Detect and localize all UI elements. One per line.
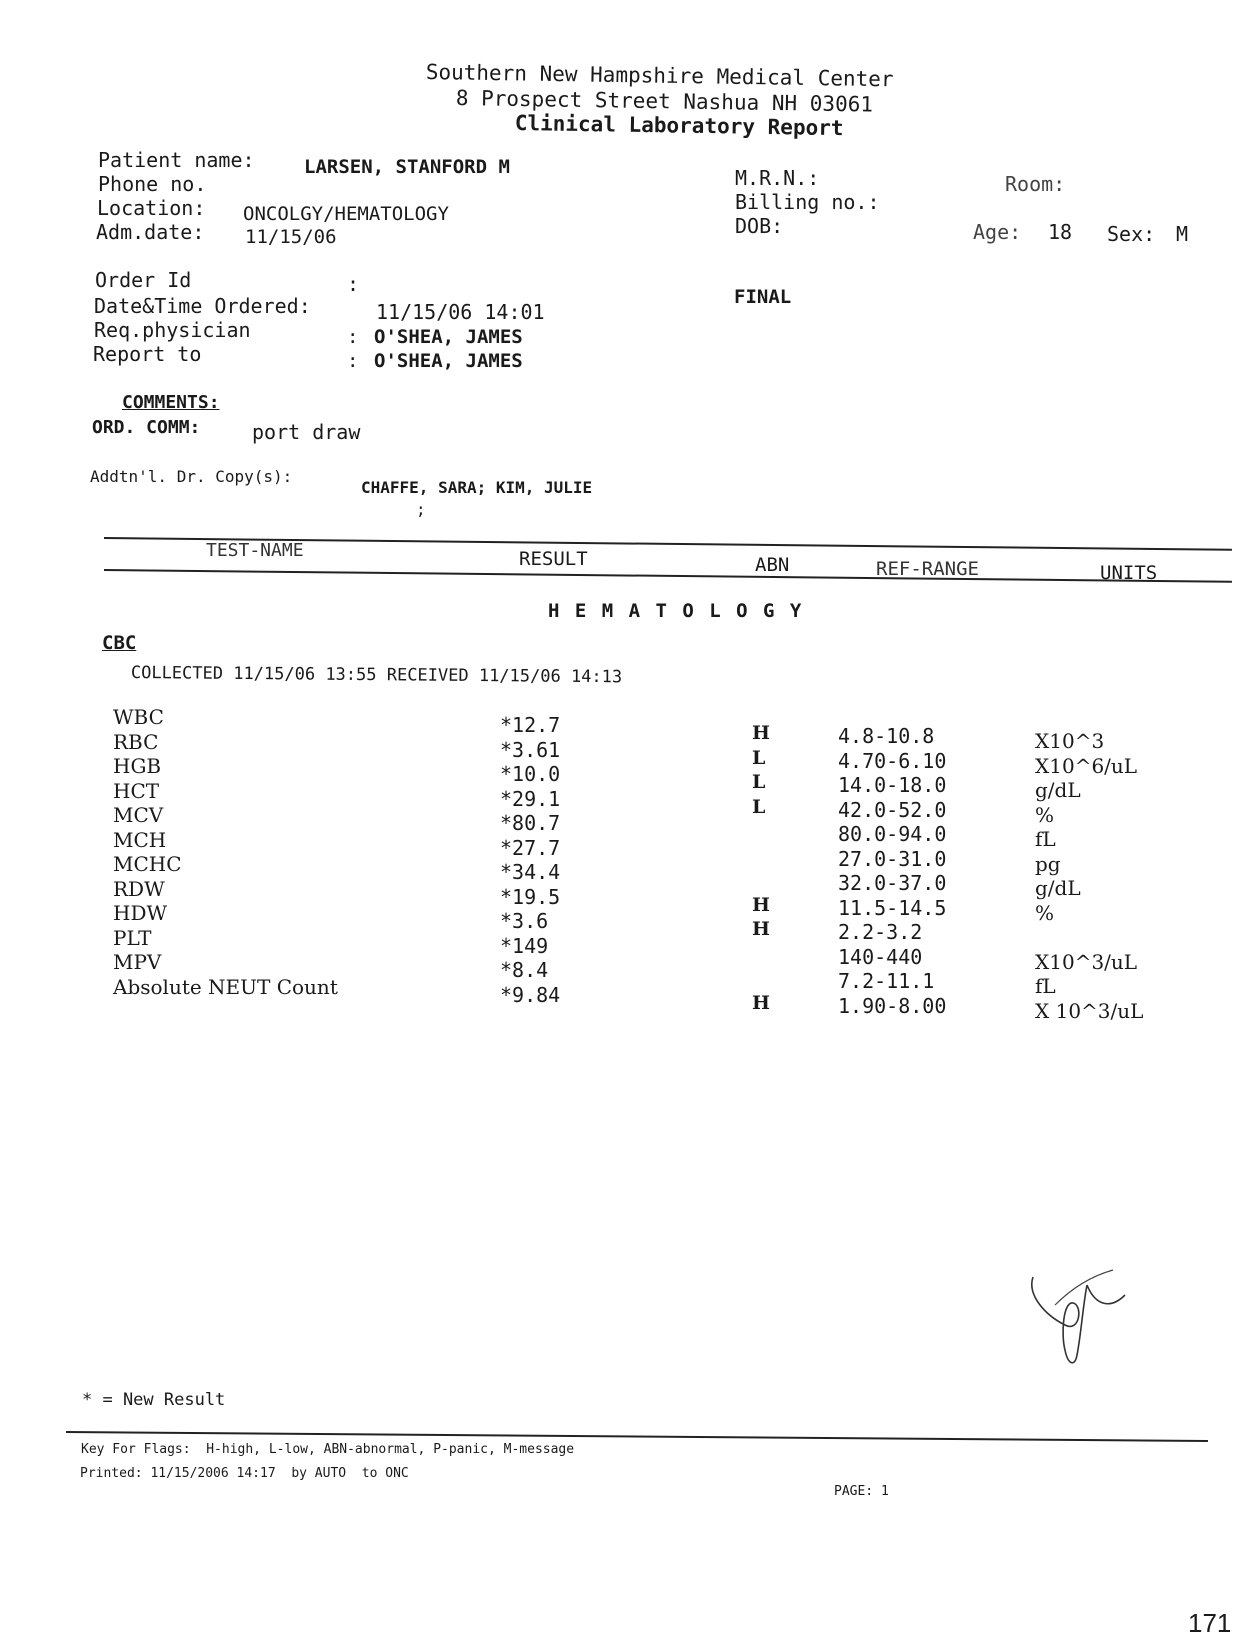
sex-label: Sex: xyxy=(1107,222,1156,246)
location-label: Location: xyxy=(97,196,206,220)
test-name: PLT xyxy=(113,925,152,950)
new-result-legend: * = New Result xyxy=(82,1390,226,1410)
abn-flag: L xyxy=(752,795,766,818)
billing-label: Billing no.: xyxy=(735,190,880,214)
unit: g/dL xyxy=(1035,778,1081,802)
ref-range: 32.0-37.0 xyxy=(838,871,947,895)
panel-name: CBC xyxy=(102,632,137,654)
phone-label: Phone no. xyxy=(98,172,207,196)
ref-range: 14.0-18.0 xyxy=(838,773,947,797)
ref-range: 27.0-31.0 xyxy=(838,846,947,871)
adm-date: 11/15/06 xyxy=(245,226,337,248)
test-name: HGB xyxy=(113,754,162,778)
ord-comm-value: port draw xyxy=(252,420,361,444)
adm-date-label: Adm.date: xyxy=(96,220,205,244)
order-id-label: Order Id xyxy=(95,268,192,292)
col-result: RESULT xyxy=(519,548,588,570)
ref-range: 4.70-6.10 xyxy=(838,748,947,773)
patient-name-label: Patient name: xyxy=(98,148,255,172)
test-name: MCHC xyxy=(113,852,182,876)
result-value: *8.4 xyxy=(500,958,549,982)
result-value: *19.5 xyxy=(500,884,561,909)
unit: X 10^3/uL xyxy=(1035,998,1144,1023)
order-id-colon: : xyxy=(347,272,360,296)
report-to: O'SHEA, JAMES xyxy=(374,350,523,372)
patient-name: LARSEN, STANFORD M xyxy=(304,156,510,178)
result-value: *10.0 xyxy=(500,762,561,786)
abn-flag xyxy=(752,966,770,991)
col-test-name: TEST-NAME xyxy=(206,540,304,561)
ref-range: 42.0-52.0 xyxy=(838,797,947,822)
ref-range: 1.90-8.00 xyxy=(838,993,947,1018)
result-value: *29.1 xyxy=(500,786,561,811)
final-status: FINAL xyxy=(734,286,792,308)
test-name: MPV xyxy=(113,950,162,974)
abn-flag xyxy=(752,868,770,893)
page-indicator: PAGE: 1 xyxy=(834,1484,889,1499)
ref-range: 4.8-10.8 xyxy=(838,724,935,748)
ref-range: 80.0-94.0 xyxy=(838,822,947,846)
abn-flag: L xyxy=(752,746,766,769)
page-number: 171 xyxy=(1188,1608,1232,1638)
report-to-colon: : xyxy=(347,350,359,372)
report-title: Clinical Laboratory Report xyxy=(514,111,844,141)
test-names xyxy=(113,705,338,999)
unit: g/dL xyxy=(1035,876,1081,900)
req-physician-colon: : xyxy=(347,326,359,348)
age-value: 18 xyxy=(1048,220,1073,244)
printed-info: Printed: 11/15/2006 14:17 by AUTO to ONC xyxy=(80,1466,409,1481)
abn-flag: L xyxy=(752,771,766,793)
unit xyxy=(1035,925,1143,950)
units-column xyxy=(1035,729,1143,1023)
abn-flags xyxy=(752,721,770,1015)
ref-ranges xyxy=(838,724,946,1018)
ref-range: 11.5-14.5 xyxy=(838,895,947,920)
unit: fL xyxy=(1035,827,1056,851)
result-value: *80.7 xyxy=(500,811,561,835)
test-name: RDW xyxy=(113,876,165,901)
ref-range: 140-440 xyxy=(838,944,923,969)
hospital-name: Southern New Hampshire Medical Center xyxy=(425,60,894,92)
abn-flag: H xyxy=(752,991,770,1014)
room-label: Room: xyxy=(1005,172,1066,196)
test-name: MCV xyxy=(113,803,164,827)
unit: X10^3 xyxy=(1035,729,1105,753)
col-units: UNITS xyxy=(1100,562,1158,584)
handwritten-initials xyxy=(1025,1265,1135,1375)
flag-key: Key For Flags: H-high, L-low, ABN-abnormal, P-panic, M-message xyxy=(81,1442,575,1457)
req-physician-label: Req.physician xyxy=(94,318,251,342)
result-value: *149 xyxy=(500,933,549,958)
result-value: *34.4 xyxy=(500,860,561,884)
unit: X10^3/uL xyxy=(1035,949,1138,974)
test-name: HCT xyxy=(113,778,160,803)
result-values xyxy=(500,713,560,1007)
unit: % xyxy=(1035,802,1055,827)
comments-heading: COMMENTS: xyxy=(122,392,220,413)
test-name: MCH xyxy=(113,827,167,852)
datetime-ordered-label: Date&Time Ordered: xyxy=(94,294,311,318)
unit: pg xyxy=(1035,851,1061,876)
sex-value: M xyxy=(1176,222,1189,246)
collected-received: COLLECTED 11/15/06 13:55 RECEIVED 11/15/06 14:13 xyxy=(130,663,623,688)
ord-comm-label: ORD. COMM: xyxy=(92,417,201,438)
req-physician: O'SHEA, JAMES xyxy=(374,326,523,348)
test-name: RBC xyxy=(113,729,159,754)
test-name: WBC xyxy=(113,705,164,729)
unit: % xyxy=(1035,900,1055,925)
report-to-label: Report to xyxy=(93,342,202,366)
abn-flag: H xyxy=(752,893,770,916)
col-ref-range: REF-RANGE xyxy=(876,558,979,580)
result-value: *27.7 xyxy=(500,835,561,860)
col-abn: ABN xyxy=(755,554,790,576)
age-label: Age: xyxy=(973,220,1022,244)
mrn-label: M.R.N.: xyxy=(735,166,820,190)
header-rule-bottom xyxy=(104,569,1232,583)
result-value: *12.7 xyxy=(500,713,561,737)
addtl-copy-semicolon: ; xyxy=(416,500,426,519)
result-value: *3.61 xyxy=(500,737,561,762)
footer-rule xyxy=(66,1431,1208,1442)
abn-flag: H xyxy=(752,918,770,940)
addtl-copy-value: CHAFFE, SARA; KIM, JULIE xyxy=(361,478,593,497)
abn-flag: H xyxy=(752,722,770,744)
ref-range: 7.2-11.1 xyxy=(838,969,935,993)
result-value: *3.6 xyxy=(500,909,549,933)
location-value: ONCOLGY/HEMATOLOGY xyxy=(243,203,449,225)
abn-flag xyxy=(752,844,770,869)
section-title: H E M A T O L O G Y xyxy=(548,600,804,622)
unit: X10^6/uL xyxy=(1035,753,1138,778)
abn-flag xyxy=(752,819,770,844)
hospital-address: 8 Prospect Street Nashua NH 03061 xyxy=(455,86,874,117)
result-value: *9.84 xyxy=(500,982,561,1007)
test-name: HDW xyxy=(113,901,168,925)
dob-label: DOB: xyxy=(735,214,784,238)
abn-flag xyxy=(752,942,770,967)
unit: fL xyxy=(1035,974,1056,998)
ref-range: 2.2-3.2 xyxy=(838,920,923,944)
addtl-copy-label: Addtn'l. Dr. Copy(s): xyxy=(90,467,293,486)
datetime-ordered: 11/15/06 14:01 xyxy=(376,300,545,324)
test-name: Absolute NEUT Count xyxy=(113,974,338,999)
